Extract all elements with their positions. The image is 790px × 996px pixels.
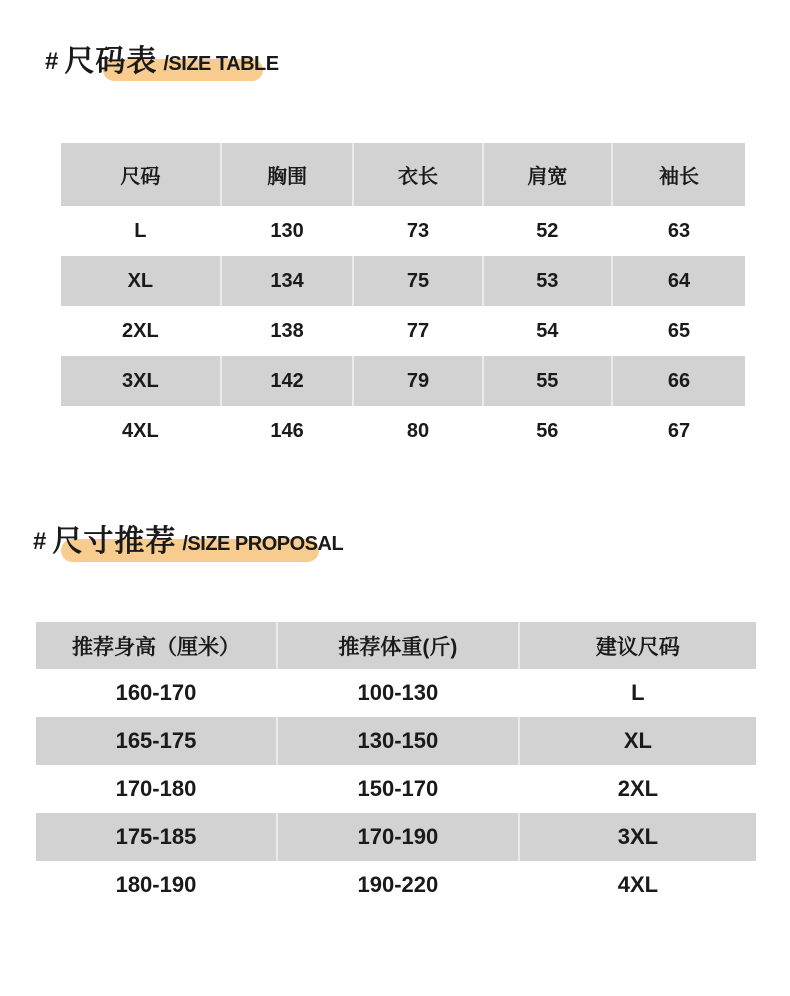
header-cell: 建议尺码: [595, 635, 680, 659]
table-cell: 170-180: [36, 765, 278, 813]
table-cell: 79: [354, 356, 483, 406]
table-cell: 2XL: [61, 306, 222, 356]
table-cell: 54: [484, 306, 613, 356]
table-cell: 142: [222, 356, 355, 406]
table-cell: 56: [484, 406, 613, 456]
table-row: [61, 206, 745, 256]
table-cell: 3XL: [617, 824, 659, 849]
table-cell: 64: [667, 269, 691, 292]
table-cell: 80: [354, 406, 483, 456]
table-cell: 190-220: [278, 861, 520, 909]
size-proposal-heading: [33, 526, 343, 558]
table-cell: 63: [667, 219, 691, 242]
table-cell: 75: [354, 256, 483, 306]
header-cell: 衣长: [354, 143, 483, 206]
table-row: [61, 406, 745, 456]
table-row: [61, 256, 745, 306]
table-cell: 3XL: [61, 356, 222, 406]
table-cell: 160-170: [36, 669, 278, 717]
table-row: [36, 669, 756, 717]
table-cell: 165-175: [36, 717, 278, 765]
table-cell: 4XL: [617, 872, 659, 897]
table-cell: 170-190: [278, 813, 520, 861]
table-cell: 150-170: [278, 765, 520, 813]
table-cell: L: [61, 206, 222, 256]
table-row: [36, 861, 756, 909]
table-row: [61, 356, 745, 406]
hash-mark: #: [45, 47, 59, 75]
table-cell: 134: [222, 256, 355, 306]
size-proposal-title-en: /SIZE PROPOSAL: [182, 532, 344, 555]
table-cell: 67: [667, 419, 691, 442]
hash-mark: #: [33, 527, 47, 555]
table-row: [36, 717, 756, 765]
header-cell: 推荐体重(斤): [278, 622, 520, 669]
table-cell: 52: [484, 206, 613, 256]
header-cell: 袖长: [658, 166, 699, 188]
size-proposal-header-row: [36, 622, 756, 669]
size-table: [61, 143, 745, 456]
table-row: [61, 306, 745, 356]
table-cell: 175-185: [36, 813, 278, 861]
table-cell: 73: [354, 206, 483, 256]
table-cell: 55: [484, 356, 613, 406]
size-proposal-title-cn: 尺寸推荐: [52, 525, 177, 558]
table-cell: 100-130: [278, 669, 520, 717]
size-table-title-cn: 尺码表: [64, 45, 158, 78]
table-cell: 180-190: [36, 861, 278, 909]
table-cell: 4XL: [61, 406, 222, 456]
table-cell: L: [631, 680, 645, 705]
table-cell: XL: [623, 728, 652, 753]
table-row: [36, 765, 756, 813]
table-cell: 130-150: [278, 717, 520, 765]
size-table-heading: [45, 46, 279, 78]
size-proposal-table: [36, 622, 756, 909]
size-table-title-en: /SIZE TABLE: [163, 52, 279, 75]
size-table-header-row: [61, 143, 745, 206]
table-cell: XL: [61, 256, 222, 306]
table-cell: 146: [222, 406, 355, 456]
table-cell: 77: [354, 306, 483, 356]
table-cell: 138: [222, 306, 355, 356]
header-cell: 推荐身高（厘米）: [36, 622, 278, 669]
table-row: [36, 813, 756, 861]
header-cell: 胸围: [222, 143, 355, 206]
table-cell: 53: [484, 256, 613, 306]
header-cell: 尺码: [61, 143, 222, 206]
table-cell: 130: [222, 206, 355, 256]
table-cell: 2XL: [617, 776, 659, 801]
table-cell: 65: [667, 319, 691, 342]
table-cell: 66: [667, 369, 691, 392]
header-cell: 肩宽: [484, 143, 613, 206]
